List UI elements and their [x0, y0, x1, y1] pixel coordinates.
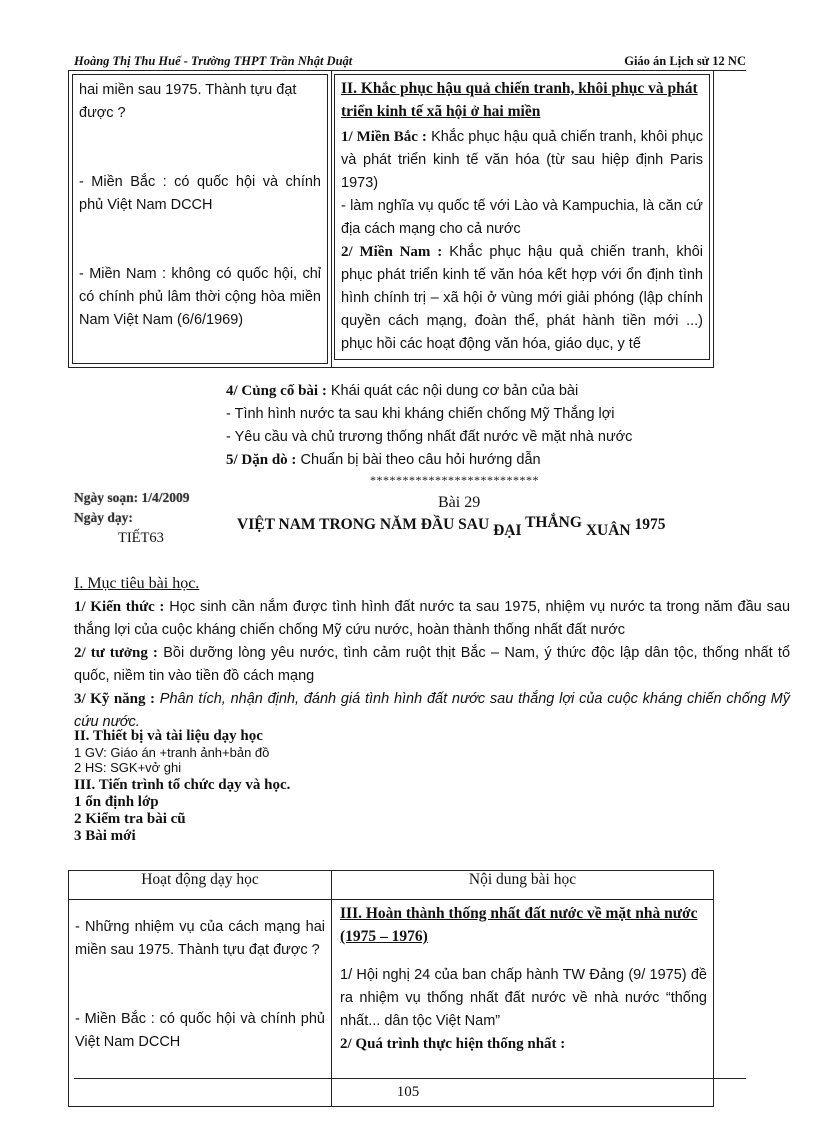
lesson-title-part: THẮNG — [525, 514, 582, 531]
equipment-heading: II. Thiết bị và tài liệu dạy học — [74, 728, 263, 744]
lesson-number: Bài 29 — [438, 494, 481, 511]
consolidate-text: Khái quát các nội dung cơ bản của bài — [330, 383, 579, 399]
conference-text: 1/ Hội nghị 24 của ban chấp hành TW Đảng (9/ 1975) đề ra nhiệm vụ thống nhất đất nước về nhà nước “thống nhất... dân tộc Việt Nam” — [340, 967, 707, 1029]
review-item: - Tình hình nước ta sau khi kháng chiến chống Mỹ Thắng lợi — [226, 406, 615, 422]
activity-question: - Những nhiệm vụ của cách mạng hai miền sau 1975. Thành tựu đạt được ? — [75, 919, 325, 958]
review-item: - Yêu cầu và chủ trương thống nhất đất nước về mặt nhà nước — [226, 429, 633, 445]
north-text: Khắc phục hậu quả chiến tranh, khôi phục và phát triển kinh tế văn hóa (từ sau hiệp định Paris 1973) — [341, 129, 703, 191]
objectives-section — [74, 572, 790, 734]
lesson-title-part: XUÂN — [585, 522, 631, 539]
content-cell — [332, 900, 714, 1107]
content-cell — [332, 71, 714, 368]
knowledge-label: 1/ Kiến thức : — [74, 599, 165, 615]
skill-label: 3/ Kỹ năng : — [74, 691, 155, 707]
document-subject: Giáo án Lịch sử 12 NC — [624, 54, 746, 68]
equipment-section — [74, 728, 674, 845]
north-label: 1/ Miền Bắc : — [341, 129, 427, 145]
teach-date: Ngày dạy: — [74, 510, 133, 525]
process-heading: III. Tiến trình tổ chức dạy và học. — [74, 777, 291, 793]
page-number: 105 — [396, 1084, 420, 1100]
homework-label: 5/ Dặn dò : — [226, 452, 297, 468]
period-number: TIẾT63 — [118, 530, 164, 546]
north-extra: - làm nghĩa vụ quốc tế với Lào và Kampuchia, là căn cứ địa cách mạng cho cả nước — [341, 198, 703, 237]
process-step: 1 ổn định lớp — [74, 794, 159, 810]
lesson-table — [68, 870, 714, 1107]
process-step: 3 Bài mới — [74, 828, 136, 844]
lesson-title-part: VIỆT NAM TRONG NĂM ĐẦU SAU — [237, 516, 490, 533]
section-title: III. Hoàn thành thống nhất đất nước về mặt nhà nước (1975 – 1976) — [340, 905, 698, 945]
skill-text: Phân tích, nhận định, đánh giá tình hình đất nước sau thắng lợi của cuộc kháng chiến chống Mỹ cứu nước. — [74, 691, 790, 730]
south-label: 2/ Miền Nam : — [341, 244, 443, 260]
lesson-title — [237, 514, 666, 539]
south-text: Khắc phục hậu quả chiến tranh, khôi phục phát triển kinh tế văn hóa kết hợp với ổn định tình hình chính trị – xã hội ở vùng mới giải phóng (lập chính quyền cách mạng, đoàn thể, phát hành tiền mới ...) phục hồi các hoạt động văn hóa, giáo dục, y tế — [341, 244, 703, 352]
continuation-table — [68, 70, 714, 368]
consolidate-label: 4/ Củng cố bài : — [226, 383, 327, 399]
footer-rule — [74, 1078, 746, 1079]
prep-date: Ngày soạn: 1/4/2009 — [74, 490, 190, 505]
lesson-title-part: 1975 — [634, 516, 666, 533]
objectives-heading: I. Mục tiêu bài học. — [74, 575, 200, 592]
knowledge-text: Học sinh cần nắm được tình hình đất nước ta sau 1975, nhiệm vụ nước ta trong năm đầu sau thắng lợi của cuộc kháng chiến chống Mỹ cứu nước, hoàn thành thống nhất đất nước — [74, 599, 791, 638]
homework-text: Chuẩn bị bài theo câu hỏi hướng dẫn — [300, 452, 541, 468]
equipment-student: 2 HS: SGK+vở ghi — [74, 760, 182, 775]
activity-north: - Miền Bắc : có quốc hội và chính phủ Việt Nam DCCH — [75, 1011, 325, 1050]
separator-stars: ************************** — [370, 473, 539, 487]
author-school: Hoàng Thị Thu Huế - Trường THPT Trần Nhật Duật — [74, 54, 353, 68]
activities-cell — [69, 900, 332, 1107]
activity-question: hai miền sau 1975. Thành tựu đạt được ? — [79, 82, 297, 121]
review-section — [226, 380, 706, 472]
lesson-title-part: ĐẠI — [493, 522, 522, 539]
activity-south: - Miền Nam : không có quốc hội, chỉ có chính phủ lâm thời cộng hòa miền Nam Việt Nam (6/6/1969) — [79, 266, 321, 328]
page-header — [74, 52, 746, 71]
section-title: II. Khắc phục hậu quả chiến tranh, khôi phục và phát triển kinh tế xã hội ở hai miền — [341, 80, 698, 120]
col-header-activities: Hoạt động dạy học — [69, 871, 332, 900]
equipment-teacher: 1 GV: Giáo án +tranh ảnh+bản đồ — [74, 745, 270, 760]
activities-cell — [69, 71, 332, 368]
process-subheading: 2/ Quá trình thực hiện thống nhất : — [340, 1036, 566, 1052]
activity-north: - Miền Bắc : có quốc hội và chính phủ Việt Nam DCCH — [79, 174, 321, 213]
thought-label: 2/ tư tưởng : — [74, 645, 158, 661]
col-header-content: Nội dung bài học — [332, 871, 714, 900]
process-step: 2 Kiểm tra bài cũ — [74, 811, 186, 827]
thought-text: Bồi dưỡng lòng yêu nước, tình cảm ruột thịt Bắc – Nam, ý thức độc lập dân tộc, thống nhất tổ quốc, niềm tin vào tiền đồ cách mạng — [74, 645, 791, 684]
